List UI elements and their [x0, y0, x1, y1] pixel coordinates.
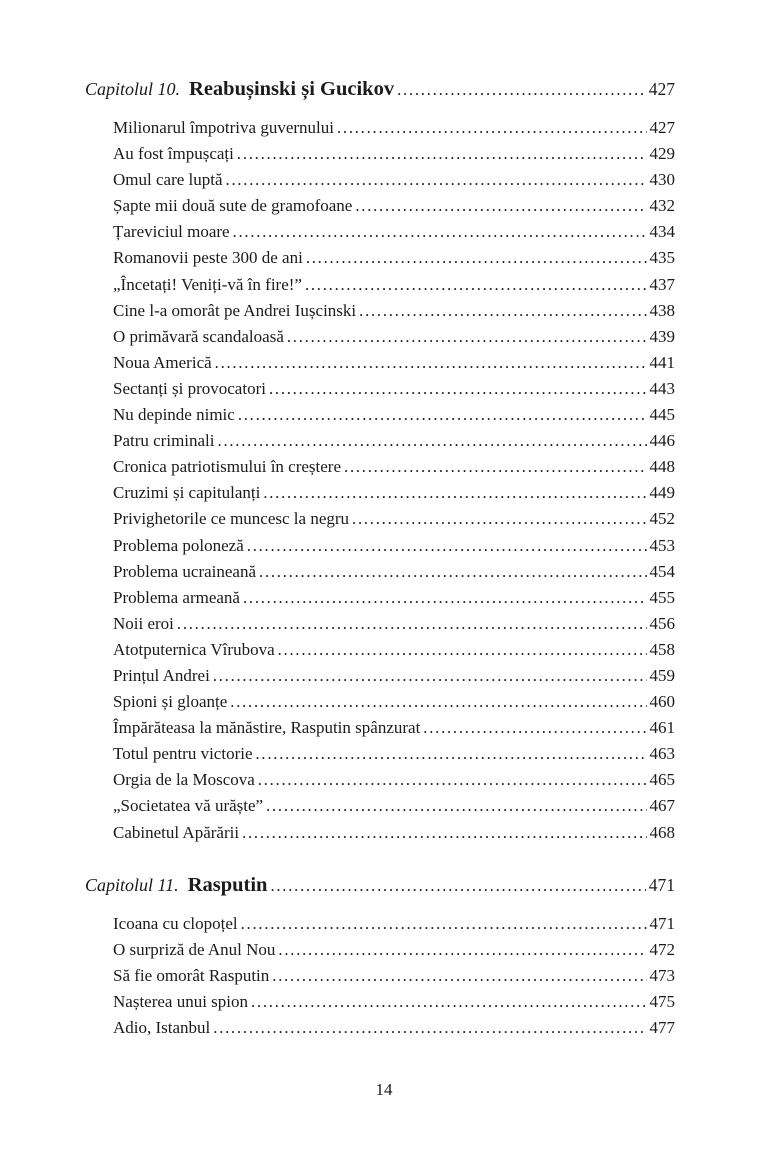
dot-leader: [243, 585, 647, 611]
entry-title: Au fost împușcați: [113, 144, 234, 164]
dot-leader: [237, 141, 647, 167]
toc-entry: [113, 689, 675, 715]
entry-title: „Societatea vă urăște”: [113, 796, 264, 816]
entry-title: Împărăteasa la mănăstire, Rasputin spânzurat: [113, 718, 421, 738]
entry-title: Problema poloneză: [113, 535, 244, 555]
toc-entry: [113, 937, 675, 963]
entry-title: Noua Americă: [113, 352, 212, 372]
chapter-label: Capitolul 11.: [85, 874, 179, 895]
dot-leader: [230, 689, 646, 715]
dot-leader: [233, 219, 647, 245]
entry-page-number: 463: [649, 744, 675, 764]
chapter-section: [85, 870, 675, 1041]
toc-entry: [113, 193, 675, 219]
dot-leader: [218, 428, 647, 454]
dot-leader: [397, 75, 646, 106]
entry-title: Icoana cu clopoțel: [113, 913, 238, 933]
entry-title: Romanovii peste 300 de ani: [113, 248, 303, 268]
dot-leader: [278, 637, 647, 663]
dot-leader: [306, 245, 647, 271]
entry-page-number: 461: [649, 718, 675, 738]
toc-entry: [113, 324, 675, 350]
toc-entry: [113, 506, 675, 532]
entry-title: Patru criminali: [113, 431, 215, 451]
entry-title: Adio, Istanbul: [113, 1018, 211, 1037]
entry-page-number: 445: [649, 405, 675, 425]
dot-leader: [352, 506, 646, 532]
dot-leader: [251, 989, 646, 1015]
entry-title: Omul care luptă: [113, 170, 223, 190]
dot-leader: [272, 963, 646, 989]
dot-leader: [213, 663, 647, 689]
dot-leader: [177, 611, 647, 637]
dot-leader: [241, 911, 647, 937]
dot-leader: [305, 272, 647, 298]
entry-page-number: 453: [649, 535, 675, 555]
dot-leader: [287, 324, 647, 350]
entry-page-number: 438: [649, 300, 675, 320]
entry-page-number: 460: [649, 692, 675, 712]
entry-page-number: 443: [649, 378, 675, 398]
entry-title: Nu depinde nimic: [113, 405, 235, 425]
entry-page-number: 456: [649, 613, 675, 633]
dot-leader: [269, 376, 647, 402]
dot-leader: [278, 937, 646, 963]
toc-entry: [113, 376, 675, 402]
entry-page-number: 473: [649, 965, 675, 985]
entry-title: Noii eroi: [113, 613, 174, 633]
toc-entry: [113, 533, 675, 559]
entry-page-number: 430: [649, 170, 675, 190]
dot-leader: [258, 767, 647, 793]
toc-entry: [113, 272, 675, 298]
entry-title: Problema ucraineană: [113, 561, 257, 581]
entry-page-number: 427: [649, 118, 675, 137]
toc-entry: [113, 820, 675, 846]
entry-page-number: 467: [649, 796, 675, 816]
entry-title: „Încetați! Veniți-vă în fire!”: [113, 274, 302, 294]
entry-page-number: 439: [649, 326, 675, 346]
page-number: 14: [375, 1080, 393, 1099]
dot-leader: [242, 820, 646, 846]
entry-title: Cruzimi și capitulanți: [113, 483, 261, 503]
entry-page-number: 459: [649, 665, 675, 685]
entry-page-number: 437: [649, 274, 675, 294]
chapter-title: Rasputin: [187, 873, 268, 896]
dot-leader: [266, 793, 646, 819]
entry-page-number: 446: [649, 431, 675, 451]
entry-page-number: 468: [649, 822, 675, 842]
entry-title: Cronica patriotismului în creștere: [113, 457, 342, 477]
dot-leader: [423, 715, 646, 741]
entry-page-number: 449: [649, 483, 675, 503]
toc-entry: [113, 793, 675, 819]
toc-entry: [113, 989, 675, 1015]
toc-entry: [113, 219, 675, 245]
entry-title: Atotputernica Vîrubova: [113, 639, 275, 659]
dot-leader: [213, 1015, 646, 1041]
entry-title: O surpriză de Anul Nou: [113, 939, 276, 959]
dot-leader: [359, 298, 646, 324]
dot-leader: [355, 193, 646, 219]
toc-entry: [113, 767, 675, 793]
entry-page-number: 455: [649, 587, 675, 607]
toc-entry: [113, 350, 675, 376]
toc-entry: [113, 663, 675, 689]
entry-title: Cabinetul Apărării: [113, 822, 240, 842]
entry-title: Șapte mii două sute de gramofoane: [113, 196, 353, 216]
entry-page-number: 471: [649, 913, 675, 933]
chapter-section: [85, 74, 675, 846]
toc-entry: [113, 911, 675, 937]
toc-entry: [113, 585, 675, 611]
chapter-label: Capitolul 10.: [85, 79, 181, 99]
toc-entry: [113, 1015, 675, 1041]
toc-entry: [113, 141, 675, 167]
toc-entry: [113, 741, 675, 767]
entry-title: Milionarul împotriva guvernului: [113, 118, 334, 137]
entry-title: Problema armeană: [113, 587, 240, 607]
toc-entry: [113, 402, 675, 428]
toc-entry: [113, 454, 675, 480]
chapter-heading: [85, 870, 675, 902]
entry-page-number: 432: [649, 196, 675, 216]
toc-entry: [113, 480, 675, 506]
entry-title: Țareviciul moare: [113, 222, 230, 242]
dot-leader: [215, 350, 647, 376]
entry-title: Să fie omorât Rasputin: [113, 965, 270, 985]
dot-leader: [256, 741, 647, 767]
toc-entry: [113, 611, 675, 637]
entry-title: Sectanți și provocatori: [113, 378, 266, 398]
chapter-title: Reabușinski și Gucikov: [189, 78, 395, 100]
entry-title: Prințul Andrei: [113, 665, 210, 685]
toc-entry: [113, 298, 675, 324]
entry-title: Nașterea unui spion: [113, 991, 249, 1011]
toc-entry: [113, 637, 675, 663]
entry-title: Orgia de la Moscova: [113, 770, 255, 790]
toc-entry: [113, 963, 675, 989]
toc-entry: [113, 715, 675, 741]
toc-entry: [113, 167, 675, 193]
entry-title: Spioni și gloanțe: [113, 692, 228, 712]
dot-leader: [247, 533, 647, 559]
entry-title: Privighetorile ce muncesc la negru: [113, 509, 350, 529]
entry-page-number: 452: [649, 509, 675, 529]
chapter-heading: [85, 74, 675, 106]
dot-leader: [259, 559, 646, 585]
entry-page-number: 441: [649, 352, 675, 372]
entry-title: O primăvară scandaloasă: [113, 326, 284, 346]
toc-entry: [113, 559, 675, 585]
dot-leader: [238, 402, 647, 428]
dot-leader: [344, 454, 646, 480]
entry-page-number: 465: [649, 770, 675, 790]
entry-page-number: 477: [649, 1018, 675, 1037]
entry-title: Totul pentru victorie: [113, 744, 253, 764]
entry-page-number: 448: [649, 457, 675, 477]
toc: [85, 74, 675, 1041]
chapter-page-number: 427: [648, 79, 675, 99]
entry-page-number: 458: [649, 639, 675, 659]
entry-page-number: 472: [649, 939, 675, 959]
entry-page-number: 434: [649, 222, 675, 242]
toc-entry: [113, 245, 675, 271]
toc-entry: [113, 115, 675, 141]
entry-page-number: 429: [649, 144, 675, 164]
entry-page-number: 454: [649, 561, 675, 581]
entry-page-number: 475: [649, 991, 675, 1011]
chapter-page-number: 471: [648, 874, 675, 895]
dot-leader: [263, 480, 646, 506]
dot-leader: [337, 115, 647, 141]
entry-page-number: 435: [649, 248, 675, 268]
entry-title: Cine l-a omorât pe Andrei Iușcinski: [113, 300, 357, 320]
dot-leader: [270, 871, 645, 902]
toc-entry: [113, 428, 675, 454]
dot-leader: [226, 167, 647, 193]
